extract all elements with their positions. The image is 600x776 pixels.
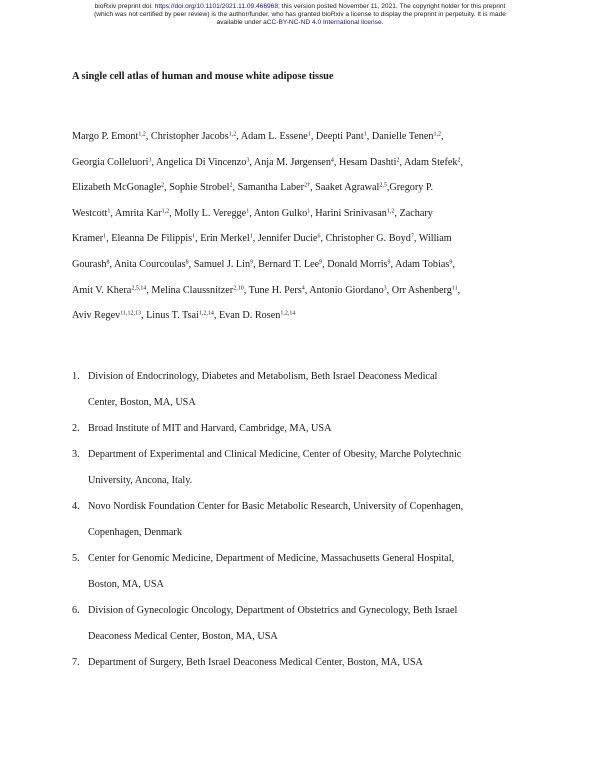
author-name: , Bernard T. Lee — [253, 258, 320, 270]
affiliation-superscript: 9 — [250, 259, 254, 266]
affiliation-superscript: 1,2,14 — [198, 310, 214, 317]
author-name: , Anja M. Jørgensen — [249, 156, 331, 168]
author-name: , Adam Stefek — [399, 156, 458, 168]
affiliation-superscript: 1 — [249, 233, 253, 240]
author-name: , Amrita Kar — [110, 207, 162, 219]
affiliation-superscript: 1 — [307, 131, 311, 138]
affiliation-superscript: 3 — [383, 285, 387, 292]
header-line-3-suffix: . — [381, 19, 384, 26]
author-name: , Anita Courcoulas — [109, 258, 186, 270]
author-line — [72, 278, 542, 304]
affiliation-number: 3. — [72, 449, 80, 460]
author-name: , — [440, 131, 444, 142]
author-name: , William — [413, 233, 452, 245]
author-name: Elizabeth McGonagle — [72, 182, 162, 194]
affiliation-superscript: 4 — [330, 157, 334, 164]
affiliation-superscript: 9 — [387, 259, 391, 266]
author-name: , Saaket Agrawal — [310, 182, 380, 194]
author-name: , Adam Tobias — [390, 258, 450, 270]
author-name: , Donald Morris — [322, 258, 388, 270]
author-name: , Christopher G. Boyd — [320, 233, 411, 245]
affiliation-superscript: 11 — [451, 285, 458, 292]
author-name: , Samantha Laber — [232, 182, 305, 194]
author-name: Kramer — [72, 233, 104, 245]
affiliation-superscript: 1,2 — [138, 131, 146, 138]
author-name: , — [457, 284, 461, 296]
author-name: , Molly L. Veregge — [169, 207, 247, 219]
author-name: , Zachary — [394, 207, 433, 219]
affiliation-text: Novo Nordisk Foundation Center for Basic Metabolic Research, University of Copenhagen, — [88, 501, 464, 512]
affiliation-superscript: 11,12,13 — [120, 310, 141, 317]
affiliation-superscript: 1,2 — [386, 208, 395, 215]
affiliation-item — [72, 494, 542, 546]
affiliation-superscript: 1,2,14 — [280, 310, 296, 317]
author-name: Georgia Colleluori — [72, 156, 149, 168]
paper-title: A single cell atlas of human and mouse white adipose tissue — [72, 71, 334, 82]
author-name: Margo P. Emont — [72, 131, 139, 142]
author-line — [72, 252, 542, 278]
author-list — [72, 124, 542, 329]
affiliation-superscript: 9 — [319, 259, 323, 266]
author-name: , — [452, 258, 455, 270]
affiliation-text: Division of Gynecologic Oncology, Department of Obstetrics and Gynecology, Beth Israel — [88, 605, 458, 616]
affiliation-item — [72, 364, 542, 416]
author-name: , Evan D. Rosen — [213, 310, 281, 322]
affiliation-superscript: 1 — [363, 131, 367, 138]
affiliation-item — [72, 650, 542, 676]
preprint-header — [0, 3, 600, 27]
author-name: , Samuel J. Lin — [188, 258, 251, 270]
author-name: , Angelica Di Vincenzo — [151, 156, 247, 168]
affiliation-text: Copenhagen, Denmark — [88, 527, 182, 538]
affiliation-text: Broad Institute of MIT and Harvard, Cambridge, MA, USA — [88, 423, 332, 434]
affiliation-superscript: 3 — [246, 157, 250, 164]
affiliation-text: Department of Experimental and Clinical Medicine, Center of Obesity, Marche Polytechnic — [88, 449, 462, 460]
affiliation-text: Boston, MA, USA — [88, 579, 164, 590]
author-name: , Adam L. Essene — [236, 131, 308, 142]
affiliation-text: University, Ancona, Italy. — [88, 475, 193, 486]
author-name: , Christopher Jacobs — [145, 131, 229, 142]
affiliation-number: 7. — [72, 657, 80, 668]
header-line-2: (which was not certified by peer review) is the author/funder, who has granted bioRxiv a license to display the preprint in perpetuity. It is made — [94, 11, 506, 18]
affiliation-item — [72, 546, 542, 598]
affiliation-item — [72, 442, 542, 494]
author-name: ,Gregory P. — [386, 182, 433, 194]
affiliation-number: 1. — [72, 371, 80, 382]
affiliation-superscript: 6 — [317, 233, 321, 240]
author-name: Gourash — [72, 258, 107, 270]
author-name: , Jennifer Ducie — [252, 233, 318, 245]
affiliation-superscript: 1,2 — [433, 131, 441, 138]
author-name: Aviv Regev — [72, 310, 121, 322]
affiliation-superscript: 3 — [148, 157, 152, 164]
affiliation-number: 2. — [72, 423, 80, 434]
affiliation-superscript: 7 — [410, 233, 414, 240]
affiliation-item — [72, 598, 542, 650]
header-line-1-suffix: ; this version posted November 11, 2021. The copyright holder for this preprint — [278, 3, 506, 10]
license-link[interactable]: CC-BY-NC-ND 4.0 International license — [266, 19, 382, 26]
author-name: , Linus T. Tsai — [140, 310, 199, 322]
header-line-3 — [0, 19, 600, 27]
affiliation-superscript: 1 — [107, 208, 111, 215]
author-name: , Anton Gulko — [249, 207, 308, 219]
author-line — [72, 303, 542, 329]
author-name: , — [460, 156, 464, 168]
author-name: Amit V. Khera — [72, 284, 132, 296]
affiliation-list — [72, 364, 542, 676]
affiliation-superscript: 8 — [106, 259, 110, 266]
affiliation-number: 6. — [72, 605, 80, 616]
affiliation-text: Department of Surgery, Beth Israel Deaconess Medical Center, Boston, MA, USA — [88, 657, 423, 668]
affiliation-superscript: 2,5,14 — [131, 285, 147, 292]
affiliation-superscript: 2 — [161, 182, 165, 189]
affiliation-superscript: 1,2 — [228, 131, 237, 138]
affiliation-superscript: 2† — [304, 182, 311, 189]
affiliation-superscript: 2 — [457, 157, 461, 164]
affiliation-superscript: 2,10 — [233, 285, 244, 292]
doi-link[interactable]: https://doi.org/10.1101/2021.11.09.466968 — [154, 3, 279, 10]
affiliation-superscript: 1 — [246, 208, 250, 215]
affiliation-number: 4. — [72, 501, 80, 512]
author-name: , Antonio Giordano — [304, 284, 384, 296]
author-name: , Hesam Dashti — [333, 156, 397, 168]
author-line — [72, 201, 542, 227]
affiliation-superscript: 1 — [103, 233, 107, 240]
affiliation-superscript: 8 — [185, 259, 189, 266]
affiliation-superscript: 9 — [449, 259, 453, 266]
author-name: , Tune H. Pers — [243, 284, 302, 296]
affiliation-number: 5. — [72, 553, 80, 564]
author-line — [72, 175, 542, 201]
affiliation-text: Center, Boston, MA, USA — [88, 397, 196, 408]
header-line-1-prefix: bioRxiv preprint doi: — [94, 3, 155, 10]
header-line-1 — [0, 3, 600, 11]
affiliation-superscript: 2,5 — [379, 182, 387, 189]
author-name: , Melina Claussnitzer — [146, 284, 234, 296]
author-name: Westcott — [72, 207, 108, 219]
affiliation-text: Division of Endocrinology, Diabetes and Metabolism, Beth Israel Deaconess Medical — [88, 371, 438, 382]
author-line — [72, 226, 542, 252]
affiliation-superscript: 2 — [396, 157, 400, 164]
affiliation-superscript: 1 — [192, 233, 196, 240]
affiliation-superscript: 1,2 — [161, 208, 170, 215]
affiliation-superscript: 2 — [229, 182, 233, 189]
author-name: , Eleanna De Filippis — [106, 233, 193, 245]
author-name: , Harini Srinivasan — [310, 207, 387, 219]
affiliation-superscript: 1 — [307, 208, 311, 215]
affiliation-text: Deaconess Medical Center, Boston, MA, USA — [88, 631, 278, 642]
author-name: , Deepti Pant — [310, 131, 364, 142]
author-name: , Danielle Tenen — [366, 131, 434, 142]
author-line — [72, 124, 542, 150]
affiliation-item — [72, 416, 542, 442]
author-name: , Erin Merkel — [195, 233, 250, 245]
author-line — [72, 150, 542, 176]
author-name: , Sophie Strobel — [164, 182, 230, 194]
header-line-3-prefix: available under a — [216, 19, 267, 26]
author-name: , Orr Ashenberg — [386, 284, 452, 296]
affiliation-superscript: 4 — [301, 285, 305, 292]
affiliation-text: Center for Genomic Medicine, Department of Medicine, Massachusetts General Hospital, — [88, 553, 455, 564]
